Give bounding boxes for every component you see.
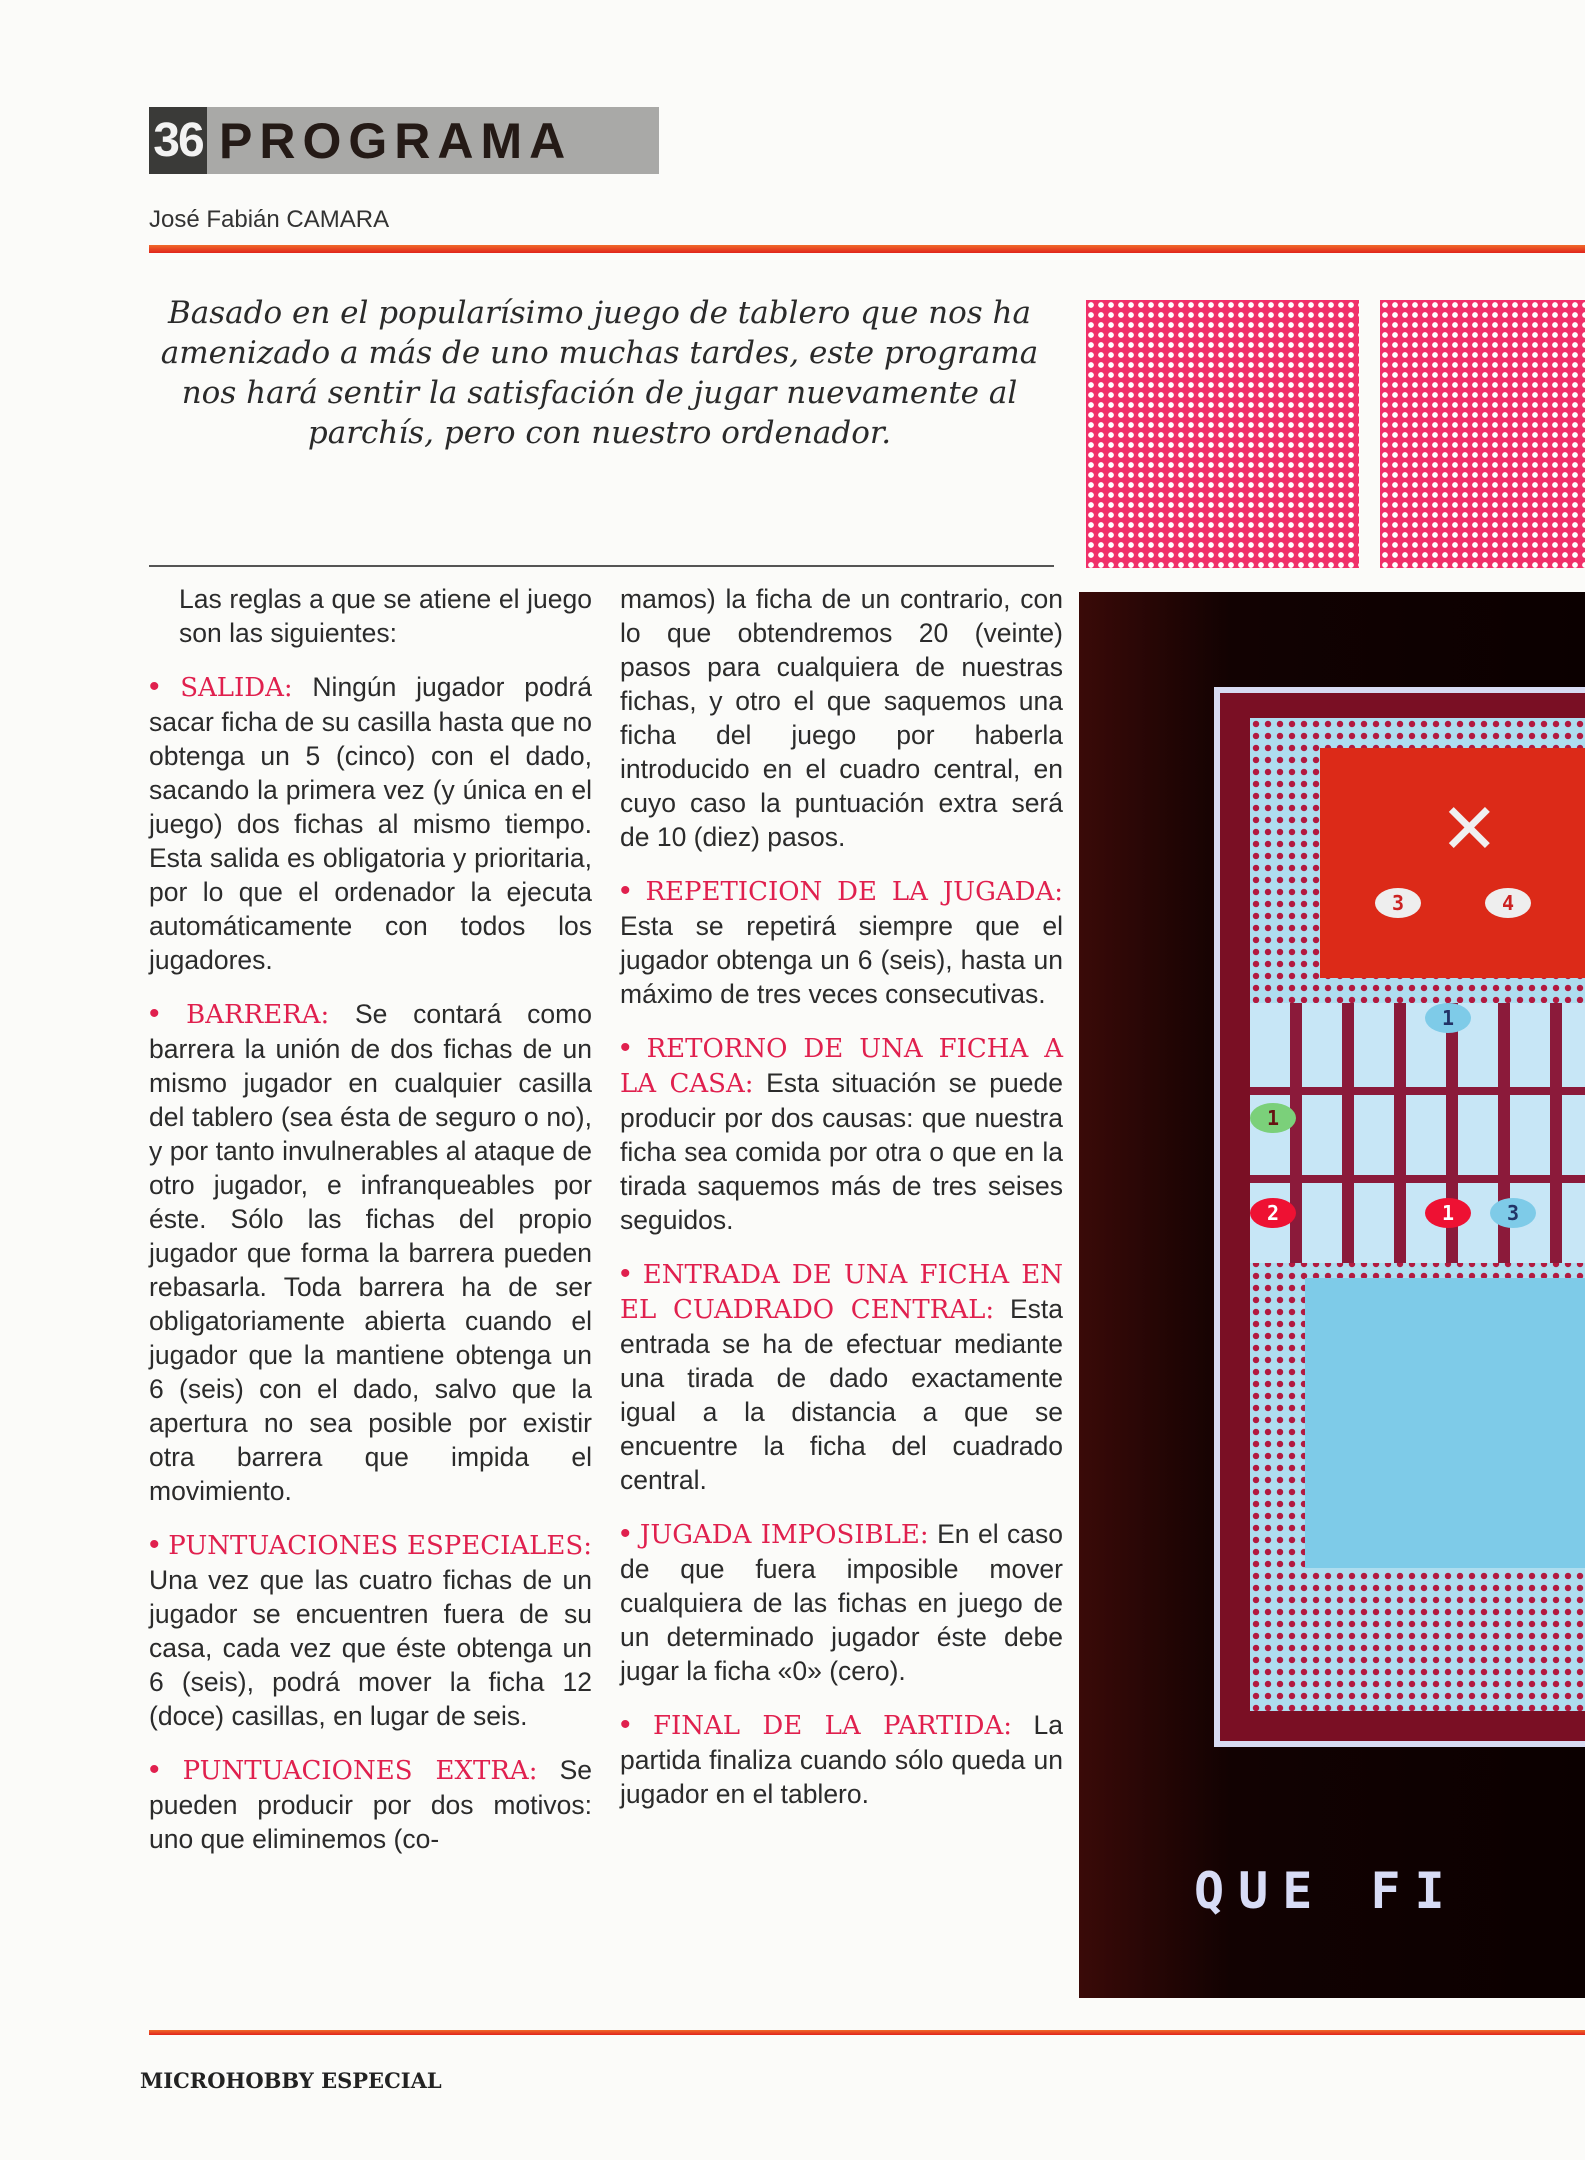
token: 1 xyxy=(1250,1103,1296,1133)
game-board xyxy=(1250,718,1585,1711)
lead-paragraph: Basado en el popularísimo juego de tablero que nos ha amenizado a más de uno muchas tardes, este programa nos hará sentir la satisfación de jugar nuevamente al parchís, pero con nuestro ordenador. xyxy=(160,295,1039,451)
rule-title: PUNTUACIONES EXTRA: xyxy=(182,1756,538,1786)
rule-barrera: • BARRERA: Se contará como barrera la unión de dos fichas de un mismo jugador en cualquier casilla del tablero (sea ésta de seguro o no), y por tanto invulnerables al ataque de otro jugador, e infranqueables por éste. Sólo las fichas del propio jugador que forma la barrera pueden rebasarla. Toda barrera ha de ser obligatoriamente abierta cuando el jugador que la mantiene obtenga un 6 (seis) con el dado, salvo que la apertura no sea posible por existir otra barrera que impida el movimiento. xyxy=(149,997,592,1506)
rule-title: PUNTUACIONES ESPECIALES: xyxy=(168,1531,592,1561)
token: 3 xyxy=(1375,888,1421,918)
rule-jugada-imposible: • JUGADA IMPOSIBLE: En el caso de que fuera imposible mover cualquiera de las fichas en juego de un determinado jugador éste debe jugar la ficha «0» (cero). xyxy=(620,1517,1063,1686)
rule-title: SALIDA: xyxy=(180,673,293,703)
rule-text: Se contará como barrera la unión de dos fichas de un mismo jugador en cualquier casilla del tablero (sea ésta de seguro o no), y por tanto invulnerables al ataque de otro jugador, e infranqueables por éste. Sólo las fichas del propio jugador que forma la barrera pueden rebasarla. Toda barrera ha de ser obligatoriamente abierta cuando el jugador que la mantiene obtenga un 6 (seis) con el dado, salvo que la apertura no sea posible por existir otra barrera que impida el movimiento. xyxy=(149,999,592,1506)
token: 3 xyxy=(1490,1198,1536,1228)
blue-home-square xyxy=(1305,1278,1585,1568)
board-lanes xyxy=(1250,1003,1585,1263)
halftone-logo-left xyxy=(1086,300,1359,568)
column-rule xyxy=(149,565,1054,567)
screen-status-text: QUE FI xyxy=(1194,1862,1459,1920)
token: 1 xyxy=(1425,1003,1471,1033)
rule-text: Una vez que las cuatro fichas de un jugador se encuentren fuera de su casa, cada vez que éste obtenga un 6 (seis), podrá mover la ficha 12 (doce) casillas, en lugar de seis. xyxy=(149,1565,592,1731)
token: 1 xyxy=(1425,1198,1471,1228)
rule-title: FINAL DE LA PARTIDA: xyxy=(652,1711,1013,1741)
rule-title: ENTRADA DE UNA FICHA EN EL CUADRADO CENTRAL: xyxy=(620,1260,1063,1325)
rule-title: RETORNO DE UNA FICHA A LA CASA: xyxy=(620,1034,1064,1099)
rule-final: • FINAL DE LA PARTIDA: La partida finaliza cuando sólo queda un jugador en el tablero. xyxy=(620,1708,1063,1809)
rule-text: Se pueden producir por dos motivos: uno que eliminemos (co- xyxy=(149,1755,592,1854)
halftone-logo-right xyxy=(1380,300,1585,568)
rule-puntuaciones-especiales: • PUNTUACIONES ESPECIALES: Una vez que las cuatro fichas de un jugador se encuentren fuera de su casa, cada vez que éste obtenga un 6 (seis), podrá mover la ficha 12 (doce) casillas, en lugar de seis. xyxy=(149,1528,592,1731)
token: 2 xyxy=(1250,1198,1296,1228)
rule-puntuaciones-extra: • PUNTUACIONES EXTRA: Se pueden producir por dos motivos: uno que eliminemos (co- xyxy=(149,1753,592,1854)
rule-text: Esta situación se puede producir por dos causas: que nuestra ficha sea comida por otra o que en la tirada saquemos más de tres seises seguidos. xyxy=(620,1068,1063,1235)
rule-salida: • SALIDA: Ningún jugador podrá sacar ficha de su casilla hasta que no obtenga un 5 (cinco) con el dado, sacando la primera vez (y única en el juego) dos fichas al mismo tiempo. Esta salida es obligatoria y prioritaria, por lo que el ordenador la ejecuta automáticamente con todos los jugadores. xyxy=(149,670,592,975)
program-number: 36 xyxy=(149,107,207,174)
rule-puntuaciones-extra-cont: mamos) la ficha de un contrario, con lo que obtendremos 20 (veinte) pasos para cualquiera de nuestras fichas, y otro el que saquemos una ficha del juego por haberla introducido en el cuadro central, en cuyo caso la puntuación extra será de 10 (diez) pasos. xyxy=(620,584,1063,852)
author: José Fabián CAMARA xyxy=(149,206,390,233)
game-board-frame xyxy=(1214,687,1585,1747)
article-column-right xyxy=(620,582,1063,1831)
red-home-square xyxy=(1320,748,1585,978)
rule-title: BARRERA: xyxy=(186,1000,330,1030)
bottom-rule xyxy=(149,2030,1585,2035)
rule-text: Esta entrada se ha de efectuar mediante una tirada de dado exactamente igual a la distancia a que se encuentre la ficha del cuadrado central. xyxy=(620,1294,1063,1495)
footer-publication: MICROHOBBY ESPECIAL xyxy=(140,2068,442,2093)
rule-repeticion: • REPETICION DE LA JUGADA: Esta se repetirá siempre que el jugador obtenga un 6 (seis), hasta un máximo de tres veces consecutivas. xyxy=(620,874,1064,1009)
token: 4 xyxy=(1485,888,1531,918)
rule-title: JUGADA IMPOSIBLE: xyxy=(639,1520,929,1550)
rule-text: Ningún jugador podrá sacar ficha de su casilla hasta que no obtenga un 5 (cinco) con el dado, sacando la primera vez (y única en el juego) dos fichas al mismo tiempo. Esta salida es obligatoria y prioritaria, por lo que el ordenador la ejecuta automáticamente con todos los jugadores. xyxy=(149,672,592,975)
rule-retorno: • RETORNO DE UNA FICHA A LA CASA: Esta situación se puede producir por dos causas: que nuestra ficha sea comida por otra o que en la tirada saquemos más de tres seises seguidos. xyxy=(620,1031,1064,1235)
top-rule xyxy=(149,245,1585,253)
cross-mark: ✕ xyxy=(1440,788,1499,870)
rule-entrada: • ENTRADA DE UNA FICHA EN EL CUADRADO CENTRAL: Esta entrada se ha de efectuar mediante una tirada de dado exactamente igual a la distancia a que se encuentre la ficha del cuadrado central. xyxy=(620,1257,1063,1495)
rule-text: La partida finaliza cuando sólo queda un jugador en el tablero. xyxy=(620,1710,1063,1809)
rule-text: Esta se repetirá siempre que el jugador obtenga un 6 (seis), hasta un máximo de tres veces consecutivas. xyxy=(620,911,1063,1009)
game-screenshot xyxy=(1079,592,1585,1998)
section-title: PROGRAMA xyxy=(219,112,573,169)
rule-title: REPETICION DE LA JUGADA: xyxy=(645,877,1064,907)
rule-text: En el caso de que fuera imposible mover cualquiera de las fichas en juego de un determinado jugador éste debe jugar la ficha «0» (cero). xyxy=(620,1519,1063,1686)
article-column-left xyxy=(149,582,592,1876)
section-title-box xyxy=(149,107,659,174)
intro: Las reglas a que se atiene el juego son las siguientes: xyxy=(179,584,592,648)
